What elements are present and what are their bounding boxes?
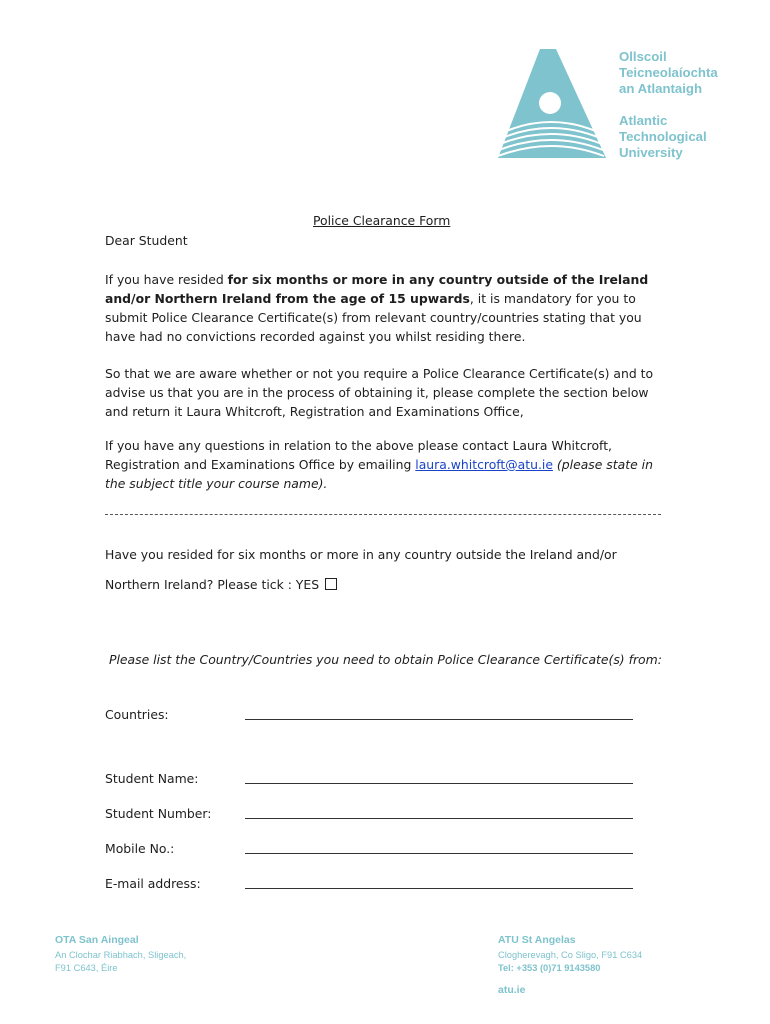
footer-right-line1: Clogherevagh, Co Sligo, F91 C634	[498, 950, 643, 960]
mobile-label: Mobile No.:	[105, 841, 175, 856]
question-line-1: Have you resided for six months or more in any country outside the Ireland and/or	[105, 547, 617, 562]
footer-left-address	[55, 934, 186, 975]
question-line-2: Northern Ireland? Please tick : YES	[105, 577, 337, 592]
logo-english-line3: University	[619, 145, 683, 160]
email-label: E-mail address:	[105, 876, 201, 891]
form-title: Police Clearance Form	[313, 213, 451, 228]
footer-left-heading: OTA San Aingeal	[55, 934, 139, 946]
mobile-field[interactable]	[245, 852, 633, 854]
separator-line	[105, 514, 661, 515]
countries-label: Countries:	[105, 707, 169, 722]
logo-english-line1: Atlantic	[619, 113, 668, 128]
list-instruction: Please list the Country/Countries you need to obtain Police Clearance Certificate(s) from:	[109, 652, 662, 667]
footer-right-phone: Tel: +353 (0)71 9143580	[498, 963, 601, 973]
footer-left-line1: An Clochar Riabhach, Sligeach,	[55, 950, 187, 960]
atu-logo	[496, 46, 606, 166]
student-number-label: Student Number:	[105, 806, 212, 821]
greeting: Dear Student	[105, 233, 188, 248]
paragraph-contact: If you have any questions in relation to the above please contact Laura Whitcroft, Registration and Examinations Office by emailing laura.whitcroft@atu.ie (please state in the subject title your course name).	[105, 438, 653, 491]
contact-email-link[interactable]: laura.whitcroft@atu.ie	[415, 457, 553, 472]
footer-right-address	[498, 934, 642, 997]
atu-logo-mark-icon	[496, 46, 606, 162]
yes-checkbox[interactable]	[325, 578, 337, 590]
student-number-field[interactable]	[245, 817, 633, 819]
logo-irish-line3: an Atlantaigh	[619, 81, 703, 96]
footer-website[interactable]: atu.ie	[498, 984, 526, 996]
logo-wordmark	[619, 49, 718, 161]
footer-right-heading: ATU St Angelas	[498, 934, 576, 946]
paragraph-instructions: So that we are aware whether or not you require a Police Clearance Certificate(s) and to advise us that you are in the process of obtaining it, please complete the section below and return it Laura Whitcroft, Registration and Examinations Office,	[105, 366, 654, 419]
logo-irish-line1: Ollscoil	[619, 49, 667, 64]
countries-field[interactable]	[245, 718, 633, 720]
student-name-field[interactable]	[245, 782, 633, 784]
student-name-label: Student Name:	[105, 771, 199, 786]
email-field[interactable]	[245, 887, 633, 889]
footer-left-line2: F91 C643, Éire	[55, 963, 118, 973]
logo-irish-line2: Teicneolaíochta	[619, 65, 718, 80]
paragraph-requirement: If you have resided for six months or more in any country outside of the Ireland and/or Northern Ireland from the age of 15 upwards, it is mandatory for you to submit Police Clearance Certificate(s) from relevant country/countries stating that you have had no convictions recorded against you whilst residing there.	[105, 272, 649, 344]
logo-english-line2: Technological	[619, 129, 707, 144]
